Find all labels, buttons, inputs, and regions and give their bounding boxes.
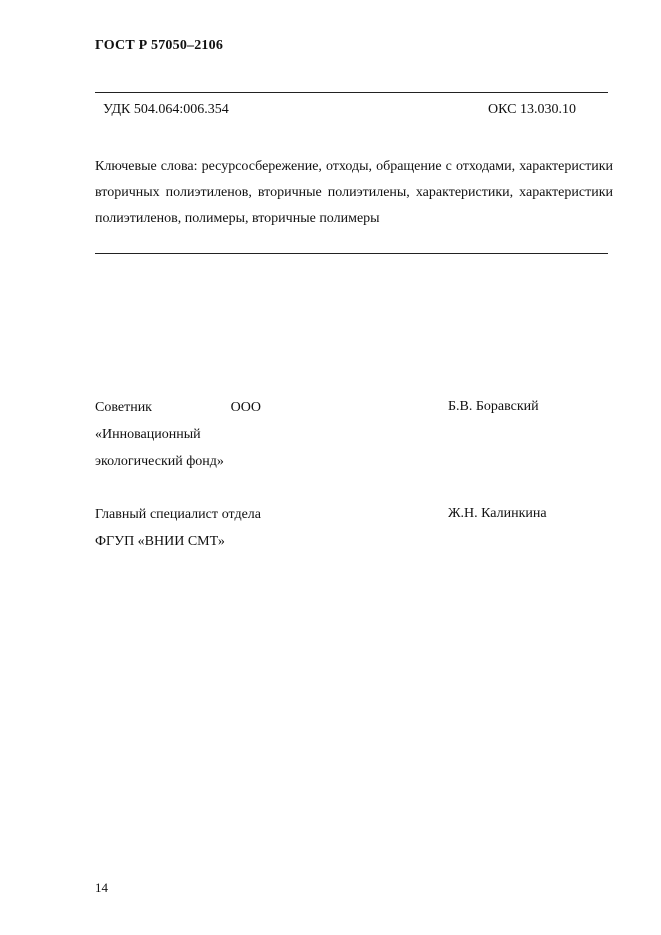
oks-code: ОКС 13.030.10 <box>488 102 576 117</box>
keywords-paragraph: Ключевые слова: ресурсосбережение, отходы, обращение с отходами, характеристики вторичных полиэтиленов, вторичные полиэтилены, характеристики, характеристики полиэтиленов, полимеры, вторичные полимеры <box>95 159 613 226</box>
signatory-position: Советник ООО «Инновационный экологический фонд» <box>95 400 261 469</box>
document-standard-number: ГОСТ Р 57050–2106 <box>95 38 224 53</box>
bottom-divider <box>95 253 608 254</box>
top-divider <box>95 92 608 93</box>
signatory-name: Б.В. Боравский <box>448 399 539 414</box>
udk-code: УДК 504.064:006.354 <box>103 102 229 117</box>
page-number: 14 <box>95 880 108 895</box>
signatory-position: Главный специалист отдела ФГУП «ВНИИ СМТ» <box>95 507 261 549</box>
signatory-name: Ж.Н. Калинкина <box>448 506 547 521</box>
